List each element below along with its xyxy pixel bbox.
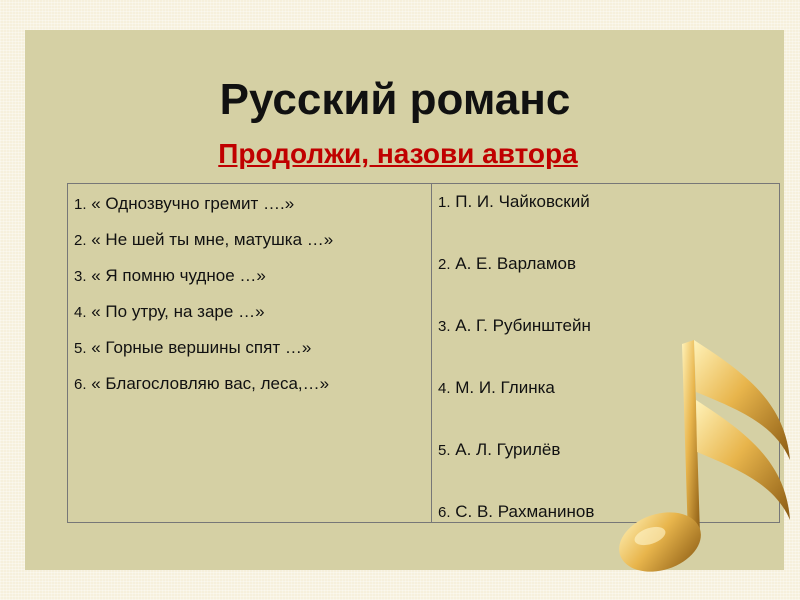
author-row: 3. А. Г. Рубинштейн xyxy=(438,316,591,335)
slide-subtitle: Продолжи, назови автора xyxy=(218,138,578,169)
author-row: 4. М. И. Глинка xyxy=(438,378,555,397)
song-row: 3. « Я помню чудное …» xyxy=(74,266,266,285)
author-row: 5. А. Л. Гурилёв xyxy=(438,440,561,459)
song-row: 4. « По утру, на заре …» xyxy=(74,302,265,321)
author-row: 6. С. В. Рахманинов xyxy=(438,502,595,521)
song-row: 5. « Горные вершины спят …» xyxy=(74,338,312,357)
song-row: 1. « Однозвучно гремит ….» xyxy=(74,194,295,213)
author-row: 1. П. И. Чайковский xyxy=(438,192,590,211)
song-row: 2. « Не шей ты мне, матушка …» xyxy=(74,230,334,249)
slide-title: Русский романс xyxy=(219,75,571,124)
song-row: 6. « Благословляю вас, леса,…» xyxy=(74,374,330,393)
songs-column xyxy=(68,184,432,522)
author-row: 2. А. Е. Варламов xyxy=(438,254,577,273)
music-note-icon xyxy=(590,330,800,600)
